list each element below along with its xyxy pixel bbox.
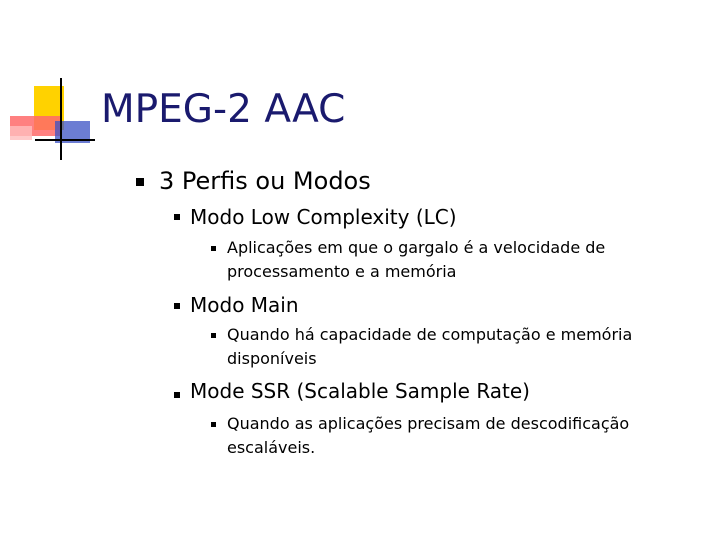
- bullet-text-mode-ssr: Mode SSR (Scalable Sample Rate): [190, 379, 530, 403]
- bullet-square-l2: [174, 303, 180, 309]
- pink-block: [10, 126, 32, 140]
- bullet-text-modo-main: Modo Main: [190, 293, 299, 317]
- bullet-square-l1: [136, 178, 144, 186]
- bullet-square-l3: [211, 333, 216, 338]
- bullet-square-l2: [174, 392, 180, 398]
- bullet-square-l3: [211, 246, 216, 251]
- slide-title: MPEG-2 AAC: [101, 87, 346, 132]
- bullet-text-main-desc-line2: disponíveis: [227, 349, 317, 368]
- slide-logo-graphic: [0, 0, 110, 165]
- bullet-text-lc-desc-line2: processamento e a memória: [227, 262, 457, 281]
- bullet-square-l3: [211, 422, 216, 427]
- bullet-text-perfis: 3 Perfis ou Modos: [159, 167, 371, 195]
- bullet-text-main-desc-line1: Quando há capacidade de computação e memória: [227, 325, 633, 344]
- bullet-text-modo-lc: Modo Low Complexity (LC): [190, 205, 457, 229]
- bullet-text-lc-desc-line1: Aplicações em que o gargalo é a velocidade de: [227, 238, 606, 257]
- bullet-text-ssr-desc-line1: Quando as aplicações precisam de descodificação: [227, 414, 630, 433]
- bullet-square-l2: [174, 214, 180, 220]
- bullet-text-ssr-desc-line2: escaláveis.: [227, 438, 316, 457]
